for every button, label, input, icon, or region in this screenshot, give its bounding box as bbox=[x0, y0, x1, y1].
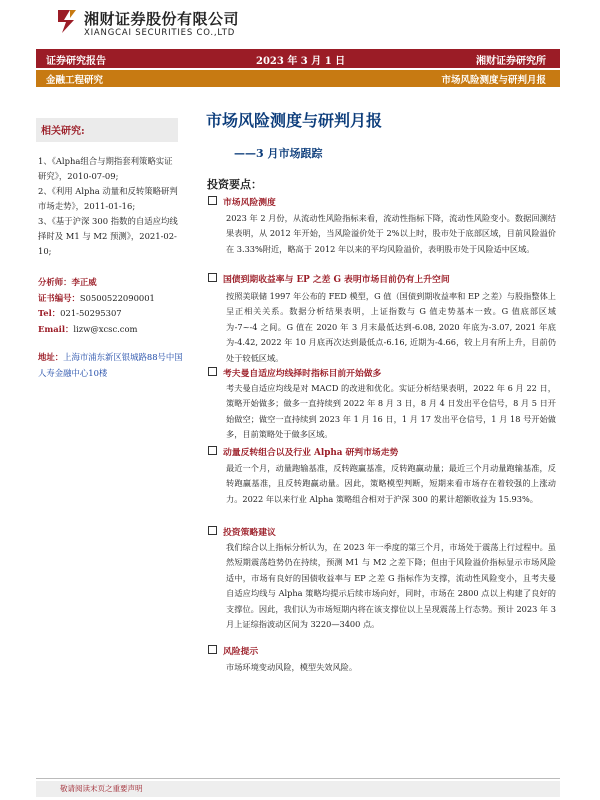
address-label: 地址： bbox=[38, 352, 64, 362]
page-title: 市场风险测度与研判月报 bbox=[206, 111, 383, 130]
checkbox-bullet-icon bbox=[208, 446, 217, 455]
related-research-header bbox=[36, 118, 178, 142]
key-points-title: 投资要点： bbox=[207, 178, 262, 191]
section-heading: 国债到期收益率与 EP 之差 G 表明市场目前仍有上升空间 bbox=[208, 272, 450, 285]
section-body: 最近一个月，动量跑输基准，反转跑赢基准，反转跑赢动量；最近三个月动量跑输基准，反转跑赢基准，且反转跑赢动量。因此，策略模型判断，短期来看市场存在着较强的上涨动力。2022 年以来行业 Alpha 策略组合相对于沪深 300 的累计超额收益为 15.93%。 bbox=[226, 463, 556, 504]
report-date: 2023 年 3 月 1 日 bbox=[256, 56, 346, 67]
section-heading: 投资策略建议 bbox=[208, 525, 276, 538]
checkbox-bullet-icon bbox=[208, 526, 217, 535]
email-label: Email： bbox=[38, 323, 74, 334]
report-category-bar bbox=[36, 70, 560, 87]
checkbox-bullet-icon bbox=[208, 367, 217, 376]
related-research-title: 相关研究: bbox=[41, 126, 85, 137]
company-logo-icon bbox=[56, 8, 78, 34]
analyst-label: 分析师： bbox=[38, 277, 72, 287]
section-body: 我们综合以上指标分析认为，在 2023 年一季度的第三个月，市场处于震荡上行过程中。虽然短期震荡趋势仍在持续，预测 M1 与 M2 之差下降；但由于风险溢价指标显示市场风险适中，市场有良好的国债收益率与 EP 之差 G 指标作为支撑，流动性风险变小，且考夫曼自适应均线与 Alpha 策略均提示后续市场向好，同时，市场在 2800 点以上构建了良好的支撑位。因此，我们认为市场短期内将在该支撑位以上呈现震荡上行态势。预计 2023 年 3 月上证综指波动区间为 3220—3400 点。 bbox=[226, 542, 556, 630]
section-body: 市场环境变动风险，模型失效风险。 bbox=[226, 662, 358, 672]
checkbox-bullet-icon bbox=[208, 273, 217, 282]
address-value: 上海市浦东新区银城路88号中国人寿金融中心10楼 bbox=[38, 352, 183, 378]
research-field-label: 金融工程研究 bbox=[46, 75, 104, 86]
footer-bar bbox=[36, 781, 560, 797]
section-heading: 动量反转组合以及行业 Alpha 研判市场走势 bbox=[208, 445, 398, 458]
related-research-item: 3、《基于沪深 300 指数的自适应均线择时及 M1 与 M2 预测》，2021-02-10; bbox=[38, 216, 178, 256]
address-info bbox=[38, 350, 183, 381]
cert-label: 证书编号： bbox=[38, 292, 80, 303]
tel-number: 021-50295307 bbox=[60, 308, 122, 318]
email-address[interactable]: lizw@xcsc.com bbox=[73, 323, 138, 334]
section-body: 考夫曼自适应均线是对 MACD 的改进和优化。实证分析结果表明，2022 年 6 月 22 日，策略开始做多；做多一直持续到 2022 年 8 月 3 日，8 月 4 日发出平仓信号，8 月 5 日开始做空；做空一直持续到 2023 年 1 月 16 日，1 月 17 发出平仓信号，1 月 18 号开始做多，目前策略处于做多区域。 bbox=[226, 383, 556, 440]
page-subtitle: ——3 月市场跟踪 bbox=[234, 147, 323, 160]
institute-name: 湘财证券研究所 bbox=[476, 56, 546, 67]
analyst-name: 李正威 bbox=[71, 277, 97, 287]
report-header-bar bbox=[36, 49, 560, 68]
related-research-item: 2、《利用 Alpha 动量和反转策略研判市场走势》，2011-01-16; bbox=[38, 186, 178, 211]
company-name-en: XIANGCAI SECURITIES CO.,LTD bbox=[84, 28, 236, 38]
related-research-list bbox=[38, 154, 178, 259]
report-series-label: 市场风险测度与研判月报 bbox=[441, 75, 546, 86]
cert-number: S0500522090001 bbox=[79, 292, 155, 303]
analyst-info bbox=[38, 275, 183, 337]
section-heading: 市场风险测度 bbox=[208, 195, 276, 208]
report-type-label: 证券研究报告 bbox=[46, 56, 106, 67]
section-heading: 风险提示 bbox=[208, 644, 258, 657]
section-body: 按照美联储 1997 年公布的 FED 模型，G 值（国债到期收益率和 EP 之差）与股指整体上呈正相关关系。数据分析结果表明，上证指数与 G 值走势基本一致。G 值底部区域为-7~-4 之间。G 值在 2020 年 3 月末最低达到-6.08, 2020 年底为-3.07, 2021 年底为-4.42, 2022 年 10 月底再次达到最低点-6.16, 近期为-4.66，较上月有所上升，目前仍处于较低区域。 bbox=[226, 291, 556, 363]
section-body: 2023 年 2 月份，从流动性风险指标来看，流动性指标下降，流动性风险变小。数据回测结果表明，从 2012 年开始，当风险溢价处于 2%以上时，股市处于底部区域，目前风险溢价在 3.33%附近，略高于 2012 年以来的平均风险溢价，表明股市处于风险适中区域。 bbox=[226, 213, 556, 254]
checkbox-bullet-icon bbox=[208, 645, 217, 654]
related-research-item: 1、《Alpha组合与期指套利策略实证研究》，2010-07-09; bbox=[38, 156, 173, 181]
company-name-cn: 湘财证券股份有限公司 bbox=[84, 10, 240, 28]
tel-label: Tel： bbox=[38, 308, 61, 318]
footer-disclaimer: 敬请阅读末页之重要声明 bbox=[60, 784, 143, 793]
section-heading: 考夫曼自适应均线择时指标目前开始做多 bbox=[208, 366, 381, 379]
checkbox-bullet-icon bbox=[208, 196, 217, 205]
footer-divider bbox=[36, 778, 560, 779]
